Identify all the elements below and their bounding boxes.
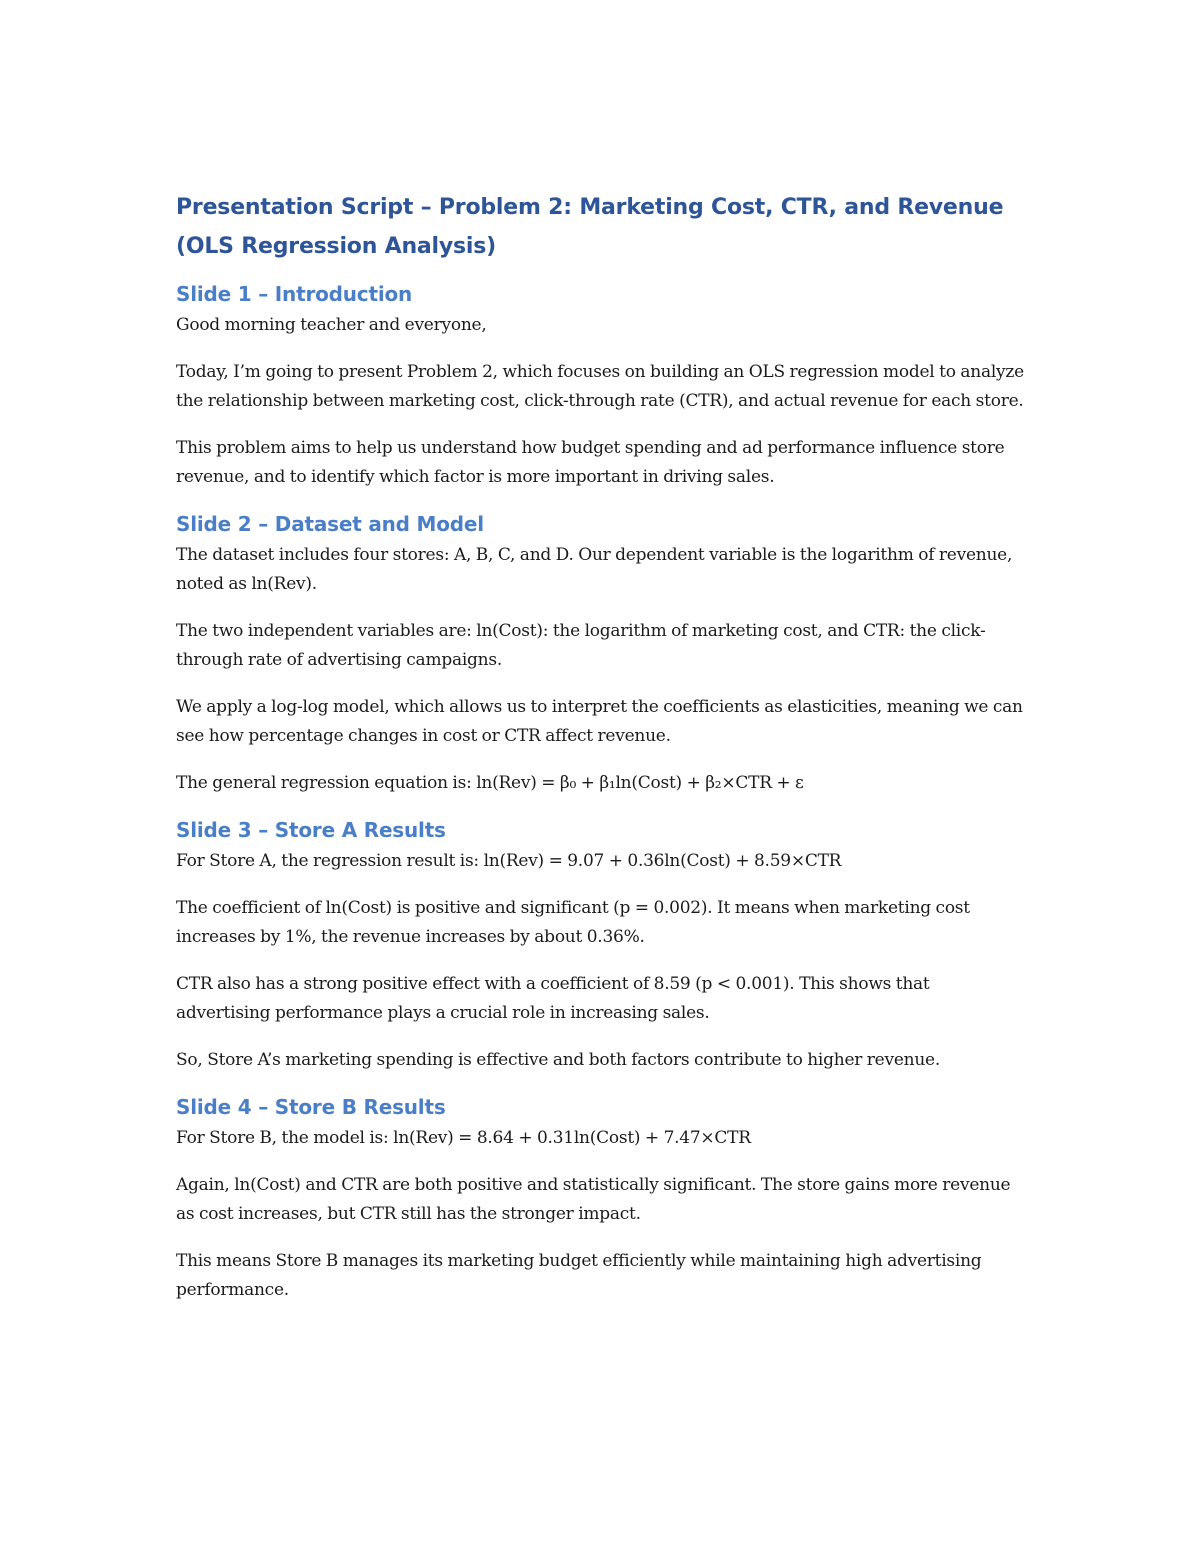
section-heading: Slide 3 – Store A Results <box>176 818 446 842</box>
paragraph: The dataset includes four stores: A, B, C, and D. Our dependent variable is the logarithm of revenue, noted as ln(Rev). <box>176 545 1013 594</box>
section-heading: Slide 1 – Introduction <box>176 282 413 306</box>
section-slide-1 <box>176 280 1026 492</box>
paragraph: This problem aims to help us understand how budget spending and ad performance influence store revenue, and to identify which factor is more important in driving sales. <box>176 438 1005 487</box>
paragraph: So, Store A’s marketing spending is effective and both factors contribute to higher revenue. <box>176 1050 941 1070</box>
section-heading: Slide 4 – Store B Results <box>176 1095 446 1119</box>
paragraph: The two independent variables are: ln(Cost): the logarithm of marketing cost, and CTR: the click-through rate of advertising campaigns. <box>176 621 986 670</box>
paragraph: This means Store B manages its marketing budget efficiently while maintaining high advertising performance. <box>176 1251 982 1300</box>
document-title: Presentation Script – Problem 2: Marketing Cost, CTR, and Revenue (OLS Regression Analysis) <box>176 195 1004 259</box>
document-body <box>176 188 1026 1323</box>
section-slide-3 <box>176 816 1026 1075</box>
paragraph: Again, ln(Cost) and CTR are both positive and statistically significant. The store gains more revenue as cost increases, but CTR still has the stronger impact. <box>176 1175 1011 1224</box>
paragraph: The general regression equation is: ln(Rev) = β₀ + β₁ln(Cost) + β₂×CTR + ε <box>176 773 804 793</box>
paragraph: CTR also has a strong positive effect with a coefficient of 8.59 (p < 0.001). This shows that advertising performance plays a crucial role in increasing sales. <box>176 974 930 1023</box>
paragraph: For Store A, the regression result is: ln(Rev) = 9.07 + 0.36ln(Cost) + 8.59×CTR <box>176 851 842 871</box>
section-heading: Slide 2 – Dataset and Model <box>176 512 484 536</box>
section-slide-2 <box>176 510 1026 798</box>
paragraph: Good morning teacher and everyone, <box>176 315 487 335</box>
paragraph: The coefficient of ln(Cost) is positive and significant (p = 0.002). It means when marketing cost increases by 1%, the revenue increases by about 0.36%. <box>176 898 970 947</box>
paragraph: We apply a log-log model, which allows us to interpret the coefficients as elasticities, meaning we can see how percentage changes in cost or CTR affect revenue. <box>176 697 1023 746</box>
paragraph: Today, I’m going to present Problem 2, which focuses on building an OLS regression model to analyze the relationship between marketing cost, click-through rate (CTR), and actual revenue for each store. <box>176 362 1024 411</box>
paragraph: For Store B, the model is: ln(Rev) = 8.64 + 0.31ln(Cost) + 7.47×CTR <box>176 1128 751 1148</box>
section-slide-4 <box>176 1093 1026 1305</box>
